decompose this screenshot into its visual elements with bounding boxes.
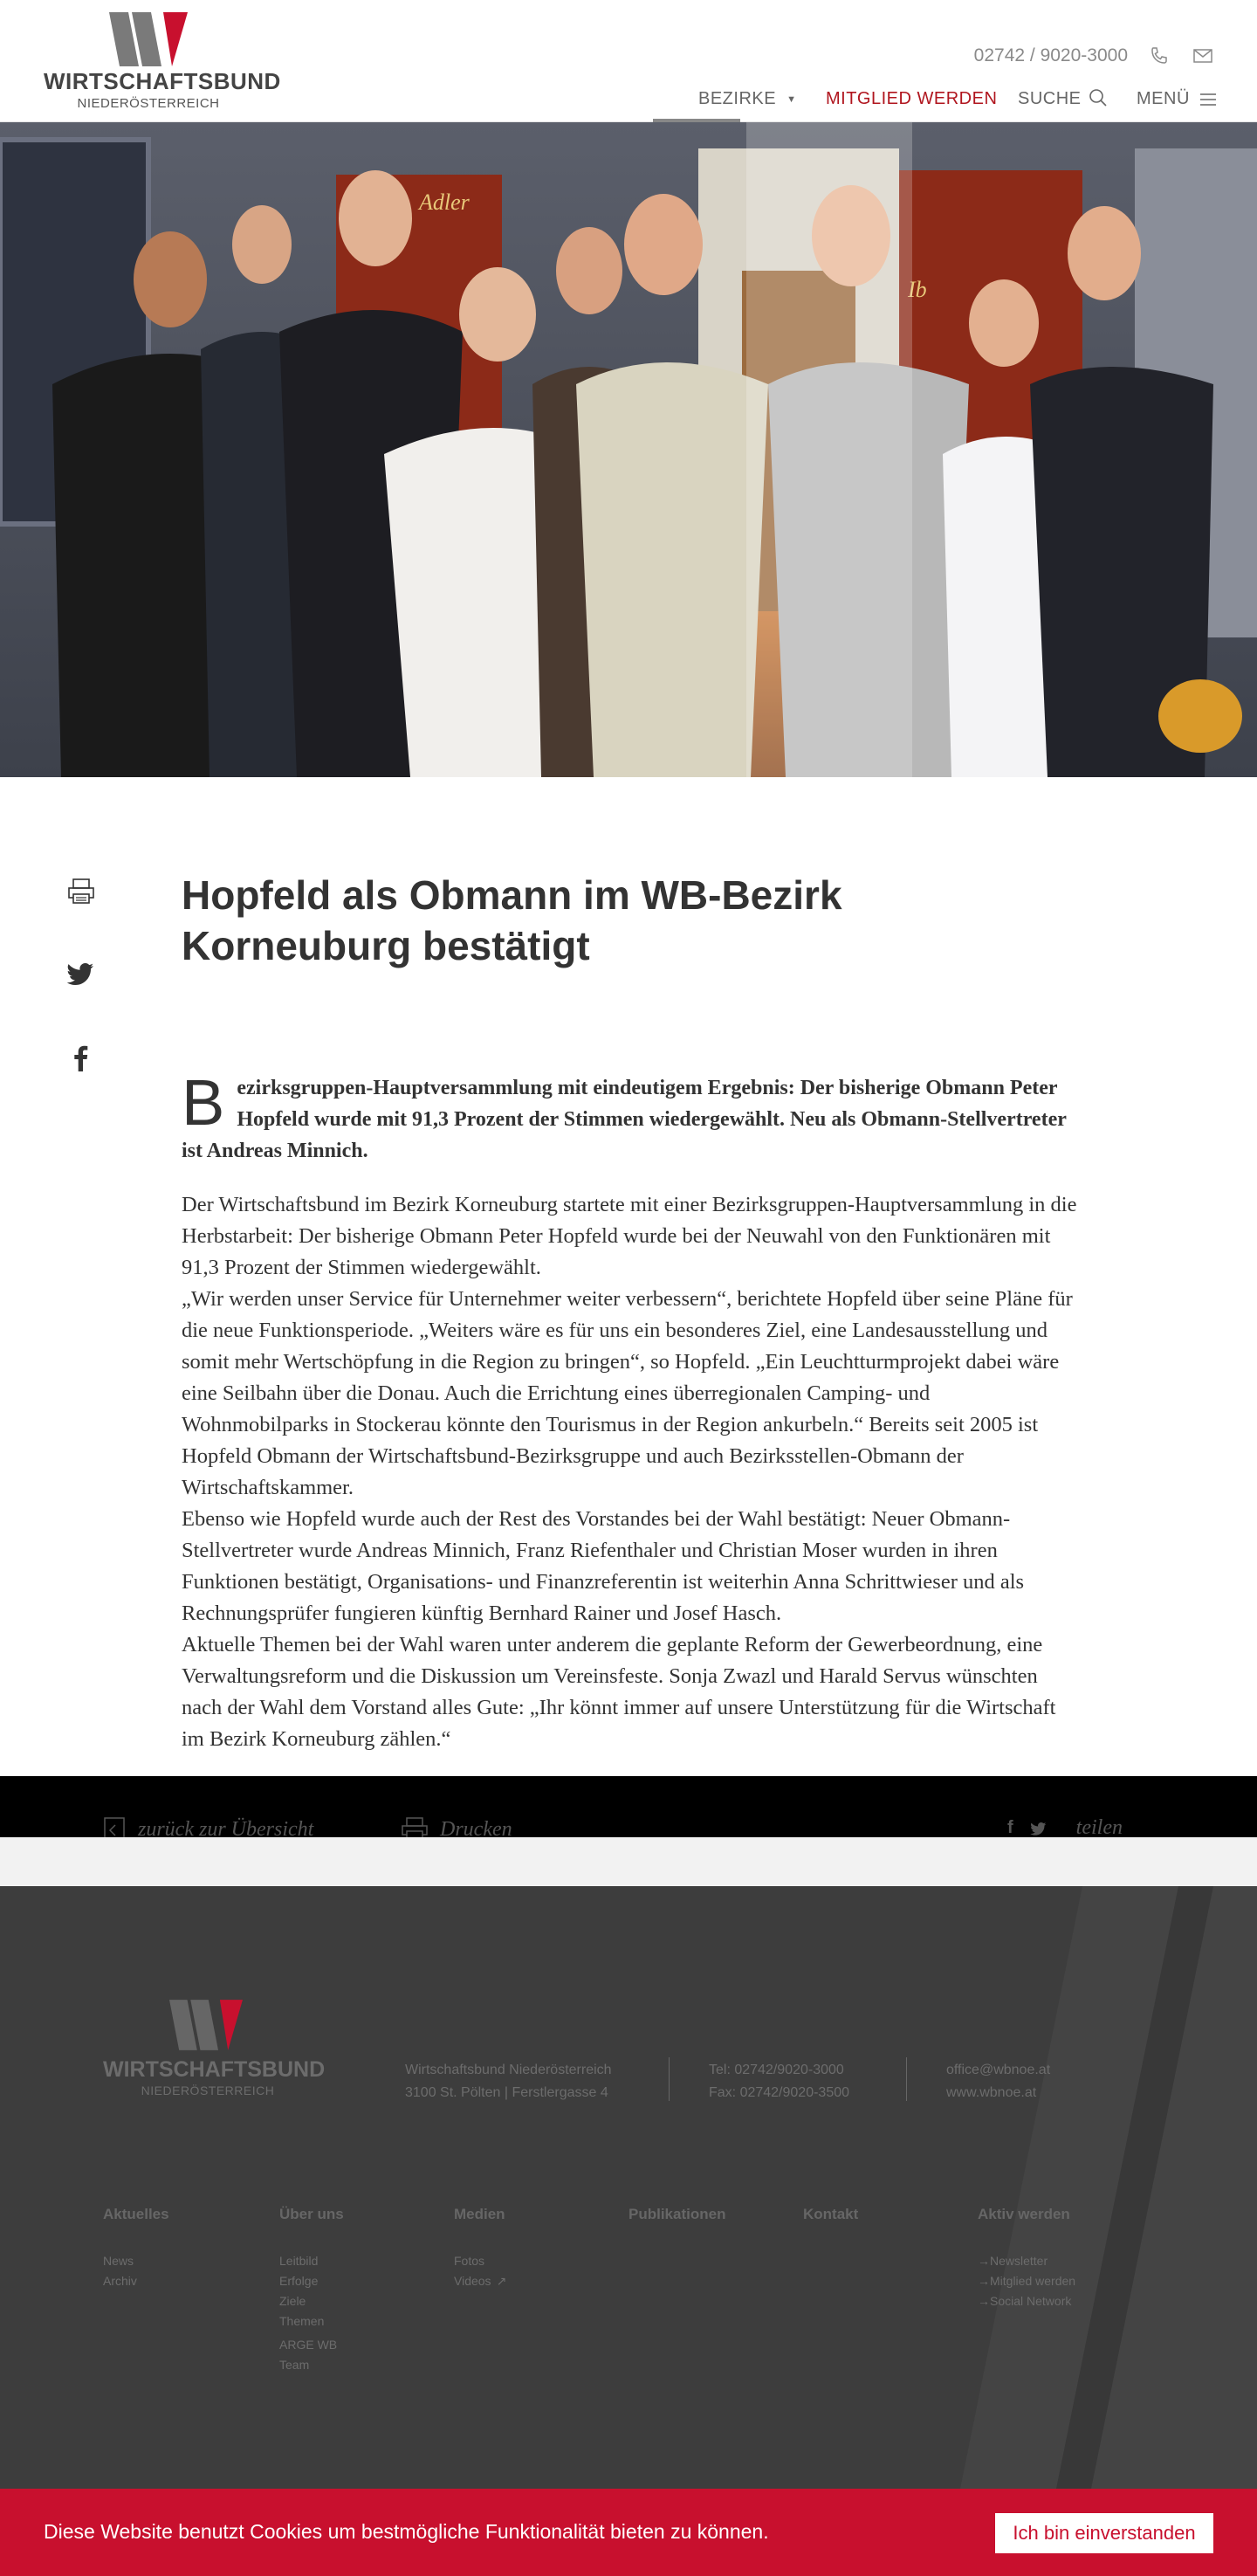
footer-links-aktiv-werden [978, 2251, 1075, 2311]
cookie-banner [0, 2489, 1257, 2576]
footer-head-medien[interactable]: Medien [454, 2206, 505, 2222]
hero-photo [0, 122, 1257, 777]
hamburger-icon [1199, 92, 1218, 107]
article-paragraph: Der Wirtschaftsbund im Bezirk Korneuburg startete mit einer Bezirksgruppen-Hauptversammlung in die Herbstarbeit: Der bisherige Obmann Peter Hopfeld wurde bei der Neuwahl von den Funktionären mit 91,3 Prozent der Stimmen wiedergewählt. [182, 1193, 1077, 1279]
footer-links-ueber-uns [279, 2251, 337, 2375]
nav-suche-label: SUCHE [1018, 89, 1082, 108]
site-logo[interactable] [44, 12, 281, 115]
back-arrow-icon [103, 1816, 127, 1837]
article-paragraph: „Wir werden unser Service für Unternehmer weiter verbessern“, berichtete Hopfeld über seine Pläne für die neue Funktionsperiode. „Weiters wäre es für uns ein besonderes Ziel, eine Landesausstellung und somit mehr Wertschöpfung in die Region zu bringen“, so Hopfeld. „Ein Leuchtturmprojekt dabei wäre eine Seilbahn über die Donau. Auch die Errichtung eines überregionalen Camping- und Wohnmobilparks in Stockerau könnte den Tourismus in der Region ankurbeln.“ Bereits seit 2005 ist Hopfeld Obmann der Wirtschaftsbund-Bezirksgruppe und auch Bezirksstellen-Obmann der Wirtschaftskammer. [182, 1287, 1073, 1499]
twitter-icon[interactable] [1029, 1820, 1048, 1837]
footer-email[interactable]: office@wbnoe.at [946, 2063, 1051, 2077]
footer-link[interactable]: Archiv [103, 2274, 137, 2288]
footer-phone-fax [709, 2059, 849, 2104]
share-label: teilen [1075, 1816, 1123, 1837]
cookie-accept-button[interactable]: Ich bin einverstanden [995, 2513, 1213, 2553]
footer-web[interactable]: www.wbnoe.at [946, 2085, 1037, 2100]
footer-link-social[interactable] [978, 2291, 1075, 2311]
footer-link-mitglied[interactable] [978, 2271, 1075, 2291]
mail-icon[interactable] [1192, 45, 1213, 66]
print-icon [400, 1816, 429, 1837]
external-link-icon: ↗ [496, 2274, 507, 2288]
footer-links-aktuelles [103, 2251, 137, 2291]
footer-link[interactable]: Erfolge [279, 2274, 319, 2288]
footer-link-label: Videos [454, 2274, 491, 2288]
footer-head-ueber-uns[interactable]: Über uns [279, 2206, 344, 2222]
lead-text: ezirksgruppen-Hauptversammlung mit eindeutigem Ergebnis: Der bisherige Obmann Peter Hopfeld wurde mit 91,3 Prozent der Stimmen wiedergewählt. Neu als Obmann-Stellvertreter ist Andreas Minnich. [182, 1077, 1067, 1162]
nav-bezirke-label: BEZIRKE [698, 89, 777, 108]
footer-divider [669, 2057, 670, 2101]
nav-menu[interactable] [1137, 89, 1218, 109]
caret-down-icon: ▼ [786, 93, 797, 105]
footer-link-videos[interactable] [454, 2271, 506, 2291]
arrow-right-icon: → [978, 2254, 990, 2268]
footer-head-aktuelles[interactable]: Aktuelles [103, 2206, 169, 2222]
footer-logo-word: WIRTSCHAFTSBUND [103, 2057, 326, 2082]
footer-tel[interactable]: Tel: 02742/9020-3000 [709, 2063, 844, 2077]
nav-menu-label: MENÜ [1137, 89, 1190, 108]
logo-wordmark: WIRTSCHAFTSBUND [44, 68, 281, 94]
footer-link[interactable]: News [103, 2254, 134, 2268]
svg-text:Ib: Ib [908, 277, 927, 302]
footer-contact [946, 2059, 1050, 2104]
nav-mitglied-werden[interactable]: MITGLIED WERDEN [826, 89, 998, 108]
footer-link[interactable]: Team [279, 2358, 310, 2372]
twitter-icon[interactable] [66, 959, 96, 988]
footer-address-name: Wirtschaftsbund Niederösterreich [405, 2063, 612, 2077]
header-phone[interactable]: 02742 / 9020-3000 [973, 45, 1128, 65]
footer-fax: Fax: 02742/9020-3500 [709, 2085, 850, 2100]
article-action-bar [0, 1776, 1257, 1837]
arrow-right-icon: → [978, 2274, 990, 2288]
footer-link[interactable]: Fotos [454, 2254, 485, 2268]
print-icon[interactable] [66, 877, 96, 906]
nav-active-indicator [653, 119, 740, 122]
lead-dropcap: B [182, 1066, 225, 1139]
article-body [182, 1189, 1081, 1755]
group-photo-image [0, 122, 1257, 777]
phone-icon[interactable] [1149, 45, 1170, 66]
footer-link[interactable]: Leitbild [279, 2254, 319, 2268]
site-footer [0, 1886, 1257, 2489]
footer-link-label: Mitglied werden [990, 2274, 1076, 2288]
print-label: Drucken [440, 1817, 512, 1837]
footer-link[interactable]: ARGE WB [279, 2338, 338, 2352]
search-icon [1089, 88, 1108, 107]
share-group[interactable] [1007, 1816, 1123, 1837]
footer-head-kontakt[interactable]: Kontakt [803, 2206, 859, 2222]
back-to-overview-link[interactable] [103, 1816, 313, 1837]
footer-divider [906, 2057, 907, 2101]
footer-address [405, 2059, 612, 2104]
article-paragraph: Ebenso wie Hopfeld wurde auch der Rest des Vorstandes bei der Wahl bestätigt: Neuer Obmann-Stellvertreter wurde Andreas Minnich, Franz Riefenthaler und Christian Moser wurden in ihren Funktionen bestätigt, Organisations- und Finanzreferentin ist weiterhin Anna Schrittwieser und als Rechnungsprüfer fungieren künftig Bernhard Rainer und Josef Hasch. [182, 1507, 1025, 1625]
footer-link-newsletter[interactable] [978, 2251, 1075, 2271]
divider-band [0, 1837, 1257, 1886]
article-lead [182, 1066, 1072, 1167]
footer-head-aktiv-werden[interactable]: Aktiv werden [978, 2206, 1070, 2222]
footer-bg-decoration [0, 1886, 1257, 2489]
article-paragraph: Aktuelle Themen bei der Wahl waren unter anderem die geplante Reform der Gewerbeordnung, eine Verwaltungsreform und die Diskussion um Vereinsfeste. Sonja Zwazl und Harald Servus wünschten nach der Wahl dem Vorstand alles Gute: „Ihr könnt immer auf unsere Unterstützung für die Wirtschaft im Bezirk Korneuburg zählen.“ [182, 1633, 1056, 1751]
footer-logo-sub: NIEDERÖSTERREICH [141, 2084, 275, 2097]
print-link[interactable] [400, 1816, 512, 1837]
footer-link-label: Social Network [990, 2294, 1072, 2308]
footer-address-street: 3100 St. Pölten | Ferstlergasse 4 [405, 2085, 608, 2100]
facebook-icon[interactable]: f [1007, 1818, 1013, 1837]
footer-link[interactable]: Themen [279, 2314, 325, 2328]
site-header [0, 0, 1257, 122]
svg-text:Adler: Adler [419, 189, 470, 215]
arrow-right-icon: → [978, 2294, 990, 2308]
logo-subtitle: NIEDERÖSTERREICH [77, 96, 220, 111]
cookie-text: Diese Website benutzt Cookies um bestmögliche Funktionalität bieten zu können. [44, 2520, 769, 2543]
back-label: zurück zur Übersicht [138, 1817, 314, 1837]
article-title: Hopfeld als Obmann im WB-Bezirk Korneuburg bestätigt [182, 872, 842, 968]
footer-head-publikationen[interactable]: Publikationen [628, 2206, 726, 2222]
footer-link-label: Newsletter [990, 2254, 1048, 2268]
nav-suche[interactable] [1018, 89, 1108, 109]
logo-w-mark-icon [109, 12, 188, 66]
facebook-icon[interactable] [66, 1043, 96, 1072]
footer-logo-w-mark-icon [169, 1996, 243, 2054]
nav-bezirke[interactable] [698, 89, 796, 109]
footer-links-medien [454, 2251, 506, 2291]
footer-link[interactable]: Ziele [279, 2294, 306, 2308]
footer-logo[interactable] [103, 1996, 326, 2101]
